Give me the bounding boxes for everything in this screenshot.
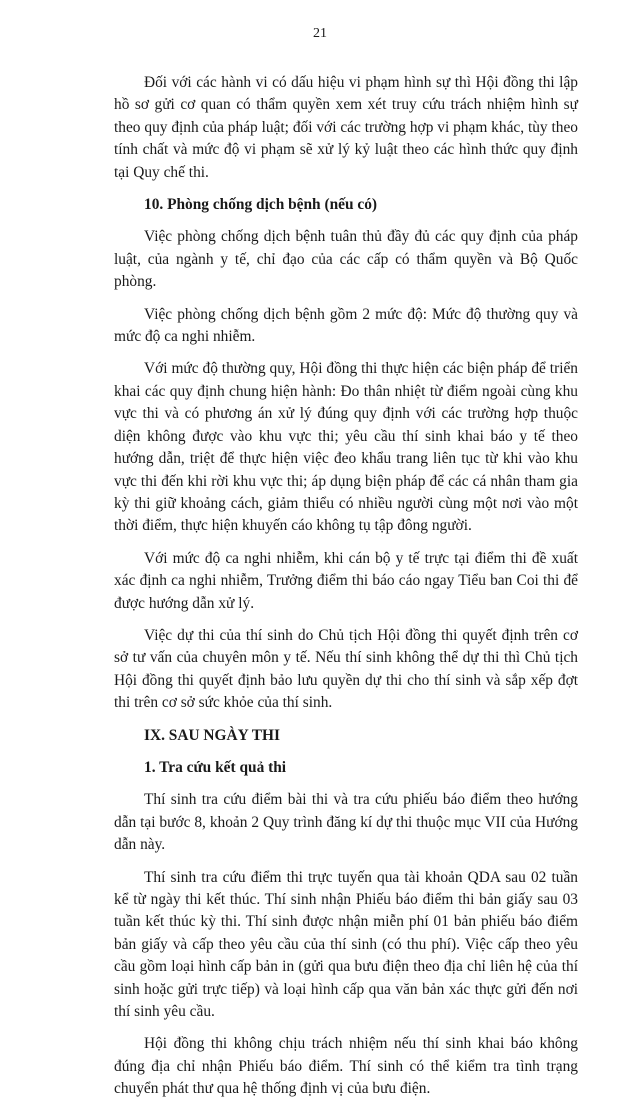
paragraph-address-responsibility: Hội đồng thi không chịu trách nhiệm nếu thí sinh khai báo không đúng địa chỉ nhận Phiếu báo điểm. Thí sinh có thể kiểm tra tình trạng chuyển phát thư qua hệ thống định vị của bưu điện. — [114, 1035, 578, 1098]
paragraph-epidemic-levels: Việc phòng chống dịch bệnh gồm 2 mức độ: Mức độ thường quy và mức độ ca nghi nhiễm. — [114, 305, 578, 346]
page-number: 21 — [313, 26, 327, 41]
document-body — [114, 72, 578, 1111]
paragraph-routine-level: Với mức độ thường quy, Hội đồng thi thực hiện các biện pháp để triển khai các quy định chung hiện hành: Đo thân nhiệt từ điểm ngoài cùng khu vực thi và có phương án xử lý đúng quy định với các trường hợp thuộc diện không được vào khu vực thi; yêu cầu thí sinh khai báo y tế theo hướng dẫn, triệt để thực hiện việc đeo khẩu trang liên tục từ khi vào khu vực thi đến khi rời khu vực thi; áp dụng biện pháp để các cá nhân tham gia kỳ thi giữ khoảng cách, giảm thiểu có nhiều người cùng một nơi vào một thời điểm, thực hiện khuyến cáo không tụ tập đông người. — [114, 360, 578, 535]
heading-epidemic-prevention: 10. Phòng chống dịch bệnh (nếu có) — [144, 196, 378, 214]
paragraph-candidate-participation: Việc dự thi của thí sinh do Chủ tịch Hội đồng thi quyết định trên cơ sở tư vấn của chuyên môn y tế. Nếu thí sinh không thể dự thi thì Chủ tịch Hội đồng thi quyết định bảo lưu quyền dự thi cho thí sinh và sắp xếp đợt thi trên cơ sở sức khỏe của thí sinh. — [114, 626, 578, 712]
paragraph-score-lookup-guide: Thí sinh tra cứu điểm bài thi và tra cứu phiếu báo điểm theo hướng dẫn tại bước 8, khoản 2 Quy trình đăng kí dự thi thuộc mục VII của Hướng dẫn này. — [114, 791, 578, 854]
paragraph-epidemic-compliance: Việc phòng chống dịch bệnh tuân thủ đầy đủ các quy định của pháp luật, của ngành y tế, chỉ đạo của các cấp có thẩm quyền và Bộ Quốc phòng. — [114, 228, 578, 291]
paragraph-violation-handling: Đối với các hành vi có dấu hiệu vi phạm hình sự thì Hội đồng thi lập hồ sơ gửi cơ quan có thẩm quyền xem xét truy cứu trách nhiệm hình sự theo quy định của pháp luật; đối với các trường hợp vi phạm khác, tùy theo tính chất và mức độ vi phạm sẽ xử lý kỷ luật theo các hình thức quy định tại Quy chế thi. — [114, 74, 578, 181]
paragraph-suspected-case-level: Với mức độ ca nghi nhiễm, khi cán bộ y tế trực tại điểm thi đề xuất xác định ca nghi nhiễm, Trưởng điểm thi báo cáo ngay Tiểu ban Coi thi để được hướng dẫn xử lý. — [114, 549, 578, 612]
heading-result-lookup: 1. Tra cứu kết quả thi — [144, 758, 287, 776]
paragraph-online-score-lookup: Thí sinh tra cứu điểm thi trực tuyến qua tài khoản QDA sau 02 tuần kể từ ngày thi kết thúc. Thí sinh nhận Phiếu báo điểm thi bản giấy sau 03 tuần kết thúc kỳ thi. Thí sinh được nhận miễn phí 01 bản phiếu báo điểm bản giấy và cấp theo yêu cầu của thí sinh (có thu phí). Việc cấp theo yêu cầu gồm loại hình cấp bản in (gửi qua bưu điện theo địa chỉ liên hệ của thí sinh hoặc gửi trực tiếp) và loại hình cấp qua văn bản xác thực gửi đến nơi thí sinh yêu cầu. — [114, 868, 578, 1021]
heading-after-exam-day: IX. SAU NGÀY THI — [144, 726, 280, 744]
